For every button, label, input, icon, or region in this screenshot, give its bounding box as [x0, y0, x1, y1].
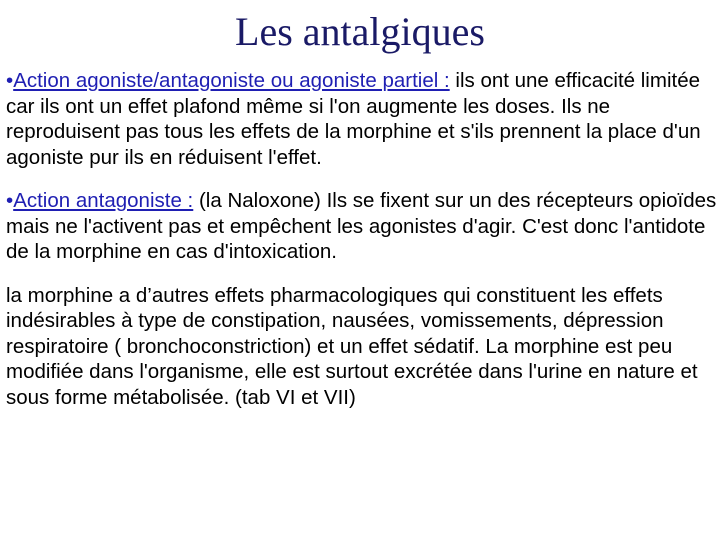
paragraph-side-effects [6, 283, 718, 411]
slide-body [6, 68, 718, 410]
paragraph-text: (la Naloxone) Ils se fixent sur un des récepteurs opioïdes mais ne l'activent pas et empêchent les agonistes d'agir. C'est donc l'antidote de la morphine en cas d'intoxication. [6, 189, 717, 263]
paragraph-antagonist [6, 188, 718, 265]
paragraph-text: la morphine a d’autres effets pharmacologiques qui constituent les effets indésirables à type de constipation, nausées, vomissements, dépression respiratoire ( bronchoconstriction) et un effet sédatif. La morphine est peu modifiée dans l'organisme, elle est surtout excrétée dans l'urine en nature et sous forme métabolisée. (tab VI et VII) [6, 283, 698, 409]
paragraph-heading: Action agoniste/antagoniste ou agoniste partiel : [13, 69, 450, 92]
bullet: • [6, 69, 14, 92]
paragraph-heading: Action antagoniste : [13, 189, 194, 212]
bullet: • [6, 189, 14, 212]
paragraph-text: ils ont une efficacité limitée car ils ont un effet plafond même si l'on augmente les doses. Ils ne reproduisent pas tous les effets de la morphine et s'ils prennent la place d'un agoniste pur ils en réduisent l'effet. [6, 69, 701, 169]
page-title: Les antalgiques [235, 9, 485, 54]
paragraph-agonist-antagonist [6, 68, 718, 170]
